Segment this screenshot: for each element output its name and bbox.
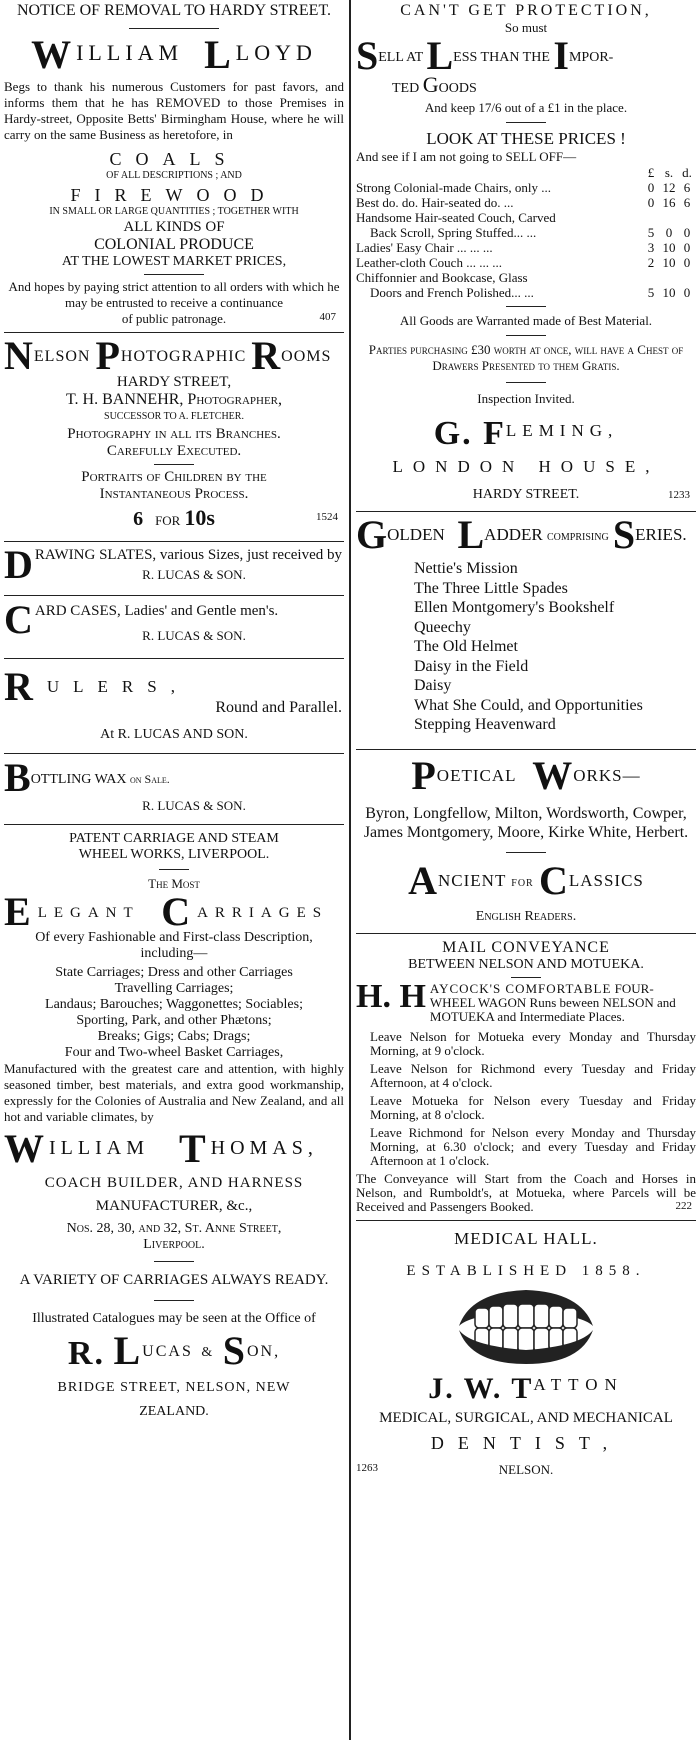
carriages-every: Of every Fashionable and First-class Description, including—: [35, 930, 313, 961]
mail-h2: BETWEEN NELSON AND MOTUEKA.: [408, 956, 644, 972]
right-column: [356, 0, 696, 1478]
divider: [144, 274, 204, 275]
fleming-advert: [356, 2, 696, 503]
section-rule: [356, 511, 696, 512]
carriages-l6: Four and Two-wheel Basket Carriages,: [64, 1045, 284, 1060]
carriages-maker: WILLIAM THOMAS,: [4, 1126, 318, 1171]
lloyd-patronage: of public patronage. 407: [121, 311, 336, 326]
divider: [154, 1261, 194, 1262]
wax-by: R. LUCAS & SON.: [142, 798, 246, 813]
photo-successor: SUCCESSOR TO A. FLETCHER.: [104, 411, 244, 422]
cards-text: CARD CASES, Ladies' and Gentle men's.: [4, 597, 279, 642]
left-column: [4, 0, 344, 1420]
ad-number: 1263: [356, 1461, 378, 1474]
section-rule: [4, 332, 344, 333]
medical-advert: [356, 1229, 696, 1478]
price-header-row: £ s. d.: [647, 165, 692, 180]
fleming-parties: Parties purchasing £30 worth at once, will have a Chest of Drawers Presented to them Gratis.: [368, 342, 684, 373]
golden-heading: GOLDEN LADDER COMPRISING SERIES.: [356, 512, 687, 557]
medical-dentist: DENTIST,: [430, 1432, 622, 1453]
carriages-l4: Sporting, Park, and other Phætons;: [76, 1013, 272, 1028]
medical-footer: 1263 NELSON.: [356, 1461, 554, 1477]
rulers-desc: Round and Parallel.: [215, 699, 342, 716]
photo-street: HARDY STREET,: [116, 374, 232, 390]
photo-instant: Instantaneous Process.: [99, 486, 249, 502]
fleming-cant: CAN'T GET PROTECTION,: [400, 2, 652, 19]
medical-established: ESTABLISHED 1858.: [406, 1262, 646, 1279]
wax-text: BOTTLING WAX on Sale.: [4, 755, 170, 800]
poetical-heading: POETICAL WORKS—: [411, 752, 641, 798]
divider: [154, 1300, 194, 1301]
medical-heading: MEDICAL HALL.: [454, 1228, 598, 1248]
ad-number: 1233: [668, 489, 690, 501]
carriages-elegant: ELEGANT CARRIAGES: [4, 889, 329, 934]
mail-h1: MAIL CONVEYANCE: [442, 938, 610, 956]
divider: [506, 852, 546, 853]
carriages-bridge: BRIDGE STREET, NELSON, NEW: [57, 1380, 291, 1395]
lloyd-quantities: IN SMALL OR LARGE QUANTITIES ; TOGETHER WITH: [49, 206, 299, 217]
fleming-keep: And keep 17/6 out of a £1 in the place.: [424, 100, 628, 115]
price-row: Chiffonnier and Bookcase, Glass: [356, 270, 528, 285]
section-rule: [4, 541, 344, 542]
photo-carefully: Carefully Executed.: [106, 443, 242, 459]
price-row: Leather-cloth Couch ... ... ... 2 10 0: [356, 255, 691, 270]
mail-t3: Leave Motueka for Nelson every Tuesday and Friday Morning, at 8 o'clock.: [370, 1092, 696, 1122]
carriages-l2: Travelling Carriages;: [114, 981, 234, 996]
lloyd-firewood: FIREWOOD: [70, 185, 278, 205]
golden-ladder-advert: [356, 512, 696, 735]
cards-advert: [4, 597, 344, 644]
carriages-l3: Landaus; Barouches; Waggonettes; Sociables;: [45, 997, 303, 1012]
carriages-h2: WHEEL WORKS, LIVERPOOL.: [78, 847, 270, 862]
ad-number: 222: [675, 1199, 692, 1212]
lloyd-body: Begs to thank his numerous Customers for past favors, and informs them that he has REMOVED to those Premises in Hardy-street, Opposite Betts' Birmingham House, where he will carry on the same Business as heretofore, in: [4, 79, 344, 142]
fleming-name: G. $F^{LEMING,}$: [433, 415, 619, 452]
book-item: What She Could, and Opportunities: [414, 696, 643, 714]
photo-advert: [4, 333, 344, 531]
classics-heading: ANCIENT FOR CLASSICS: [408, 857, 644, 903]
lloyd-hopes: And hopes by paying strict attention to all orders with which he may be entrusted to receive a continuance: [8, 279, 340, 310]
price-row: Strong Colonial-made Chairs, only ... 0 12 6: [356, 180, 691, 195]
rulers-by: At R. LUCAS AND SON.: [100, 727, 248, 742]
book-item: The Three Little Spades: [414, 579, 568, 597]
book-item: Stepping Heavenward: [414, 716, 556, 733]
divider: [506, 122, 546, 123]
slates-text: DRAWING SLATES, various Sizes, just received by: [4, 542, 342, 587]
carriages-most: The Most: [148, 876, 200, 891]
mail-t2: Leave Nelson for Richmond every Tuesday and Friday Afternoon, at 4 o'clock.: [370, 1060, 696, 1090]
carriages-l5: Breaks; Gigs; Cabs; Drags;: [97, 1029, 251, 1044]
poetical-authors: Byron, Longfellow, Milton, Wordsworth, Cowper, James Montgomery, Moore, Kirke White, Herbert.: [363, 804, 689, 841]
carriages-nos: Nos. 28, 30, and 32, St. Anne Street,: [66, 1221, 282, 1236]
book-item: Nettie's Mission: [414, 560, 518, 577]
lloyd-colonial: COLONIAL PRODUCE: [94, 236, 254, 253]
photo-heading: NELSON PHOTOGRAPHIC ROOMS: [4, 333, 332, 378]
price-row: Ladies' Easy Chair ... ... ... 3 10 0: [356, 240, 691, 255]
wax-advert: [4, 755, 344, 814]
fleming-hardy: HARDY STREET. 1233: [472, 487, 690, 502]
lloyd-of-all: OF ALL DESCRIPTIONS ; AND: [106, 170, 242, 181]
book-item: Queechy: [414, 618, 471, 636]
photo-portraits: Portraits of Children by the: [81, 469, 267, 485]
lloyd-all-kinds: ALL KINDS OF: [123, 219, 225, 235]
fleming-look: LOOK AT THESE PRICES !: [426, 129, 626, 148]
ad-number: 1524: [316, 511, 338, 523]
lloyd-coals: COALS: [109, 149, 239, 169]
price-row: Doors and French Polished... ... 5 10 0: [370, 285, 691, 300]
section-rule: [4, 824, 344, 825]
photo-name: T. H. BANNEHR, Photographer,: [65, 391, 283, 408]
divider: [159, 869, 189, 870]
divider: [154, 464, 194, 465]
section-rule: [4, 658, 344, 659]
carriages-coach: COACH BUILDER, AND HARNESS: [44, 1175, 304, 1191]
book-item: Ellen Montgomery's Bookshelf: [414, 599, 615, 616]
ad-number: 407: [319, 311, 336, 323]
section-rule: [4, 595, 344, 596]
fleming-sell: SELL AT LESS THAN THE IMPOR-: [356, 33, 614, 78]
dentures-icon: [451, 1284, 601, 1368]
mail-haycock: H. H AYCOCK'S COMFORTABLE FOUR-WHEEL WAGON Runs beween NELSON and MOTUEKA and Intermediate Places.: [356, 977, 676, 1024]
price-row: Handsome Hair-seated Couch, Carved: [356, 210, 556, 225]
carriages-advert: [4, 831, 344, 1420]
mail-start: The Conveyance will Start from the Coach and Horses in Nelson, and Rumboldt's, at Motueka, where Parcels will be Received and Passengers Booked.: [356, 1170, 696, 1214]
book-item: Daisy: [414, 677, 452, 694]
carriages-zealand: ZEALAND.: [139, 1404, 209, 1419]
carriages-catalogues: Illustrated Catalogues may be seen at the Office of: [32, 1311, 316, 1326]
section-rule: [356, 749, 696, 750]
book-list: [356, 559, 696, 735]
mail-t1: Leave Nelson for Motueka every Monday and Thursday Morning, at 9 o'clock.: [370, 1028, 696, 1058]
column-divider: [349, 0, 351, 1740]
cards-by: R. LUCAS & SON.: [142, 628, 246, 643]
fleming-warranted: All Goods are Warranted made of Best Material.: [399, 313, 653, 328]
mail-t4: Leave Richmond for Nelson every Monday and Thursday Morning, at 6.30 o'clock; and every Tuesday and Friday Afternoon at 1 o'clock.: [370, 1124, 696, 1168]
section-rule: [356, 933, 696, 934]
photo-branches: Photography in all its Branches.: [67, 426, 281, 442]
medical-tatton: J. W. $T^{ATTON}$: [428, 1371, 624, 1405]
divider: [506, 382, 546, 383]
fleming-so-must: So must: [504, 20, 548, 35]
carriages-manuf: Manufactured with the greatest care and attention, with highly seasoned timber, best materials, and extra good workmanship, expressly for the Colonies of Australia and New Zealand, and all hot and variable climates, by: [4, 1061, 344, 1124]
slates-advert: [4, 542, 344, 587]
lloyd-heading: NOTICE OF REMOVAL TO HARDY STREET.: [16, 2, 332, 19]
price-table: [356, 165, 696, 300]
lloyd-lowest: AT THE LOWEST MARKET PRICES,: [61, 254, 287, 269]
classics-advert: [356, 857, 696, 925]
price-row: Back Scroll, Spring Stuffed... ... 5 0 0: [370, 225, 691, 240]
book-item: The Old Helmet: [414, 638, 518, 655]
rulers-text: RULERS,: [4, 664, 189, 709]
lloyd-name: WILLIAM LLOYD: [31, 32, 317, 77]
carriages-lucas: R. LUCAS & SON,: [67, 1328, 281, 1373]
carriages-h1: PATENT CARRIAGE AND STEAM: [69, 831, 279, 846]
carriages-mfr: MANUFACTURER, &c.,: [95, 1198, 253, 1214]
divider: [506, 335, 546, 336]
divider: [511, 977, 541, 978]
fleming-see: And see if I am not going to SELL OFF—: [356, 149, 577, 164]
carriages-variety: A VARIETY OF CARRIAGES ALWAYS READY.: [19, 1272, 329, 1288]
slates-by: R. LUCAS & SON.: [142, 567, 246, 582]
classics-english: English Readers.: [475, 908, 577, 924]
carriages-liverpool: Liverpool.: [143, 1237, 205, 1252]
divider: [129, 28, 219, 29]
section-rule: [4, 753, 344, 754]
poetical-advert: [356, 752, 696, 842]
section-rule: [356, 1220, 696, 1221]
fleming-inspection: Inspection Invited.: [477, 391, 575, 406]
rulers-advert: [4, 664, 344, 743]
fleming-london: LONDON HOUSE,: [392, 457, 660, 476]
fleming-ted-goods: TED GOODS: [392, 72, 477, 97]
medical-msm: MEDICAL, SURGICAL, AND MECHANICAL: [379, 1409, 673, 1426]
book-item: Daisy in the Field: [414, 657, 529, 675]
price-row: Best do. do. Hair-seated do. ... 0 16 6: [356, 195, 691, 210]
photo-price: 6 FOR 10s 1524: [133, 505, 338, 530]
divider: [506, 306, 546, 307]
mail-advert: [356, 939, 696, 1212]
carriages-l1: State Carriages; Dress and other Carriages: [55, 965, 293, 980]
lloyd-advert: [4, 2, 344, 327]
